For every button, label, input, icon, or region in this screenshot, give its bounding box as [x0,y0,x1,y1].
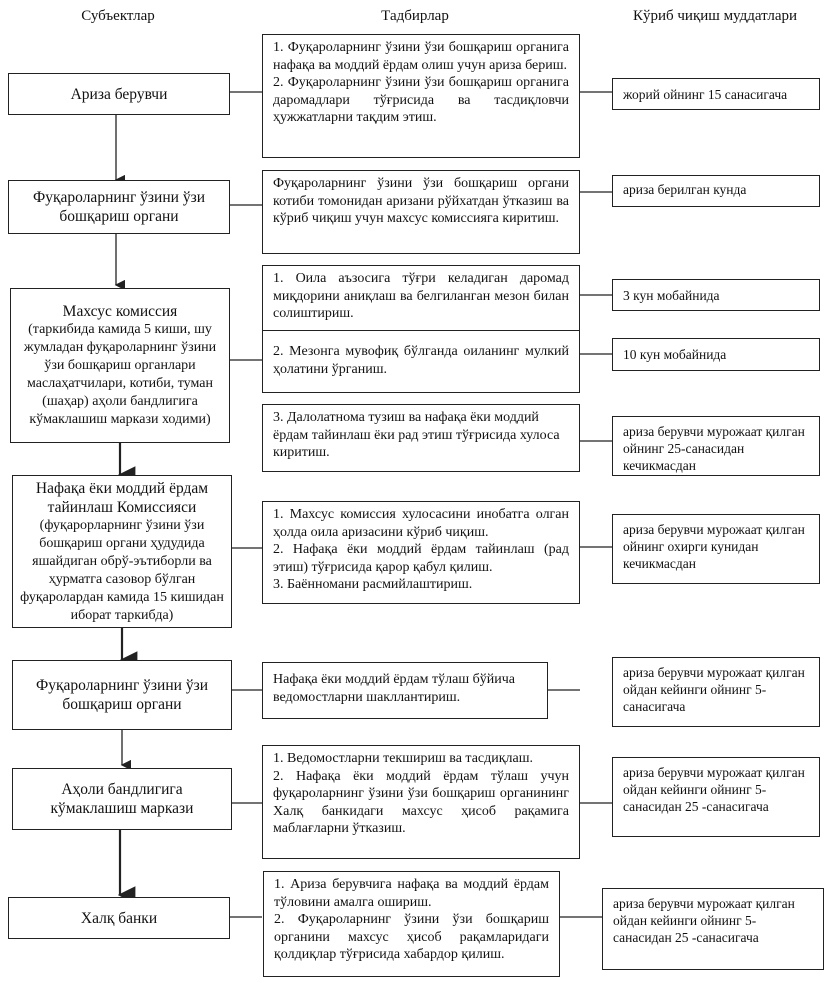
action-item: 3. Баённомани расмийлаштириш. [273,577,473,592]
action-item: 1. Ариза берувчига нафақа ва моддий ёрдам тўловини амалга ошириш. [274,877,549,910]
header-actions: Тадбирлар [381,8,449,24]
subject-note: (фуқарорларнинг ўзини ўзи бошқариш органи ҳудудида яшайдиган обрў-эътиборли ва ҳурматга сазовор бўлган фуқаролардан камида 15 кишидан иборат таркибда) [20,517,224,623]
action-item: 2. Нафақа ёки моддий ёрдам тайинлаш (рад этиш) тўғрисида қарор қабул қилиш. [273,542,569,575]
action-item: 3. Далолатнома тузиш ва нафақа ёки моддий ёрдам тайинлаш ёки рад этиш тўғрисида хулоса киритиш. [273,410,560,460]
deadline-box-bank-5th-to-25th: ариза берувчи мурожаат қилган ойдан кейинги ойнинг 5-санасидан 25 -санасигача [602,888,824,970]
deadline-box-applicant: жорий ойнинг 15 санасигача [612,78,820,110]
action-item: 1. Оила аъзосига тўғри келадиган даромад миқдорини аниқлаш ва белгиланган мезон билан солиштириш. [273,271,569,321]
subject-box-halk-bank [8,897,230,939]
subject-title: Аҳоли бандлигига кўмаклашиш маркази [50,781,194,817]
actions-box-halk-bank [263,871,560,977]
subject-box-employment-center [12,768,232,830]
subject-box-self-government [8,180,230,234]
actions-box-assignment-commission [262,501,580,604]
action-item: 2. Фуқароларнинг ўзини ўзи бошқариш органига даромадлари тўғрисида ва тасдиқловчи ҳужжатларни тақдим этиш. [273,75,569,125]
deadline-box-month-end: ариза берувчи мурожаат қилган ойнинг охирги кунидан кечикмасдан [612,514,820,584]
deadline-box-10-days: 10 кун мобайнида [612,338,820,371]
actions-box-statements [262,662,548,719]
subject-box-self-government-2 [12,660,232,730]
deadline-box-next-month-5th: ариза берувчи мурожаат қилган ойдан кейинги ойнинг 5-санасигача [612,657,820,727]
deadline-box-self-government: ариза берилган кунда [612,175,820,207]
action-item: 2. Нафақа ёки моддий ёрдам тўлаш учун фуқароларнинг ўзини ўзи бошқариш органининг Халқ банкидаги махсус ҳисоб рақамига маблағларни ўтказиш. [273,768,569,836]
subject-title: Ариза берувчи [70,85,168,103]
actions-box-applicant [262,34,580,158]
action-item: 1. Фуқароларнинг ўзини ўзи бошқариш органига нафақа ва моддий ёрдам олиш учун ариза бериш. [273,40,569,73]
deadline-box-5th-to-25th: ариза берувчи мурожаат қилган ойдан кейинги ойнинг 5-санасидан 25 -санасигача [612,757,820,837]
subject-box-assignment-commission [12,475,232,628]
action-item: 1. Ведомостларни текшириш ва тасдиқлаш. [273,751,534,766]
subject-title: Нафақа ёки моддий ёрдам тайинлаш Комиссияси [35,479,209,516]
actions-box-employment-center [262,745,580,859]
action-item: Нафақа ёки моддий ёрдам тўлаш бўйича ведомостларни шакллантириш. [273,672,516,705]
subject-box-applicant [8,73,230,115]
deadline-box-3-days: 3 кун мобайнида [612,279,820,311]
actions-box-self-government [262,170,580,254]
subject-box-special-commission [10,288,230,443]
action-box-conclusion [262,404,580,472]
action-item: 2. Мезонга мувофиқ бўлганда оиланинг мулкий ҳолатини ўрганиш. [273,344,569,377]
subject-title: Халқ банки [80,909,158,927]
header-subjects: Субъектлар [81,8,155,24]
action-item: Фуқароларнинг ўзини ўзи бошқариш органи котиби томонидан аризани рўйхатдан ўтказиш ва кўриб чиқиш учун махсус комиссияга киритиш. [273,176,569,226]
header-deadlines: Кўриб чиқиш муддатлари [632,8,798,24]
action-item: 2. Фуқароларнинг ўзини ўзи бошқариш органини махсус ҳисоб рақамларидаги қолдиқлар тўғрисида хабардор қилиш. [274,912,549,962]
action-box-income-check [262,265,580,331]
deadline-box-25th: ариза берувчи мурожаат қилган ойнинг 25-санасидан кечикмасдан [612,416,820,476]
subject-title: Фуқароларнинг ўзини ўзи бошқариш органи [33,189,205,225]
action-item: 1. Махсус комиссия хулосасини инобатга олган ҳолда оила аризасини кўриб чиқиш. [273,507,569,540]
action-box-property-study [262,330,580,393]
subject-note: (таркибида камида 5 киши, шу жумладан фуқароларнинг ўзини ўзи бошқариш органлари маслаҳатчилари, котиби, туман (шаҳар) аҳоли бандлигига кўмаклашиш маркази ходими) [23,322,217,427]
subject-title: Махсус комиссия [62,303,178,320]
subject-title: Фуқароларнинг ўзини ўзи бошқариш органи [36,677,208,713]
